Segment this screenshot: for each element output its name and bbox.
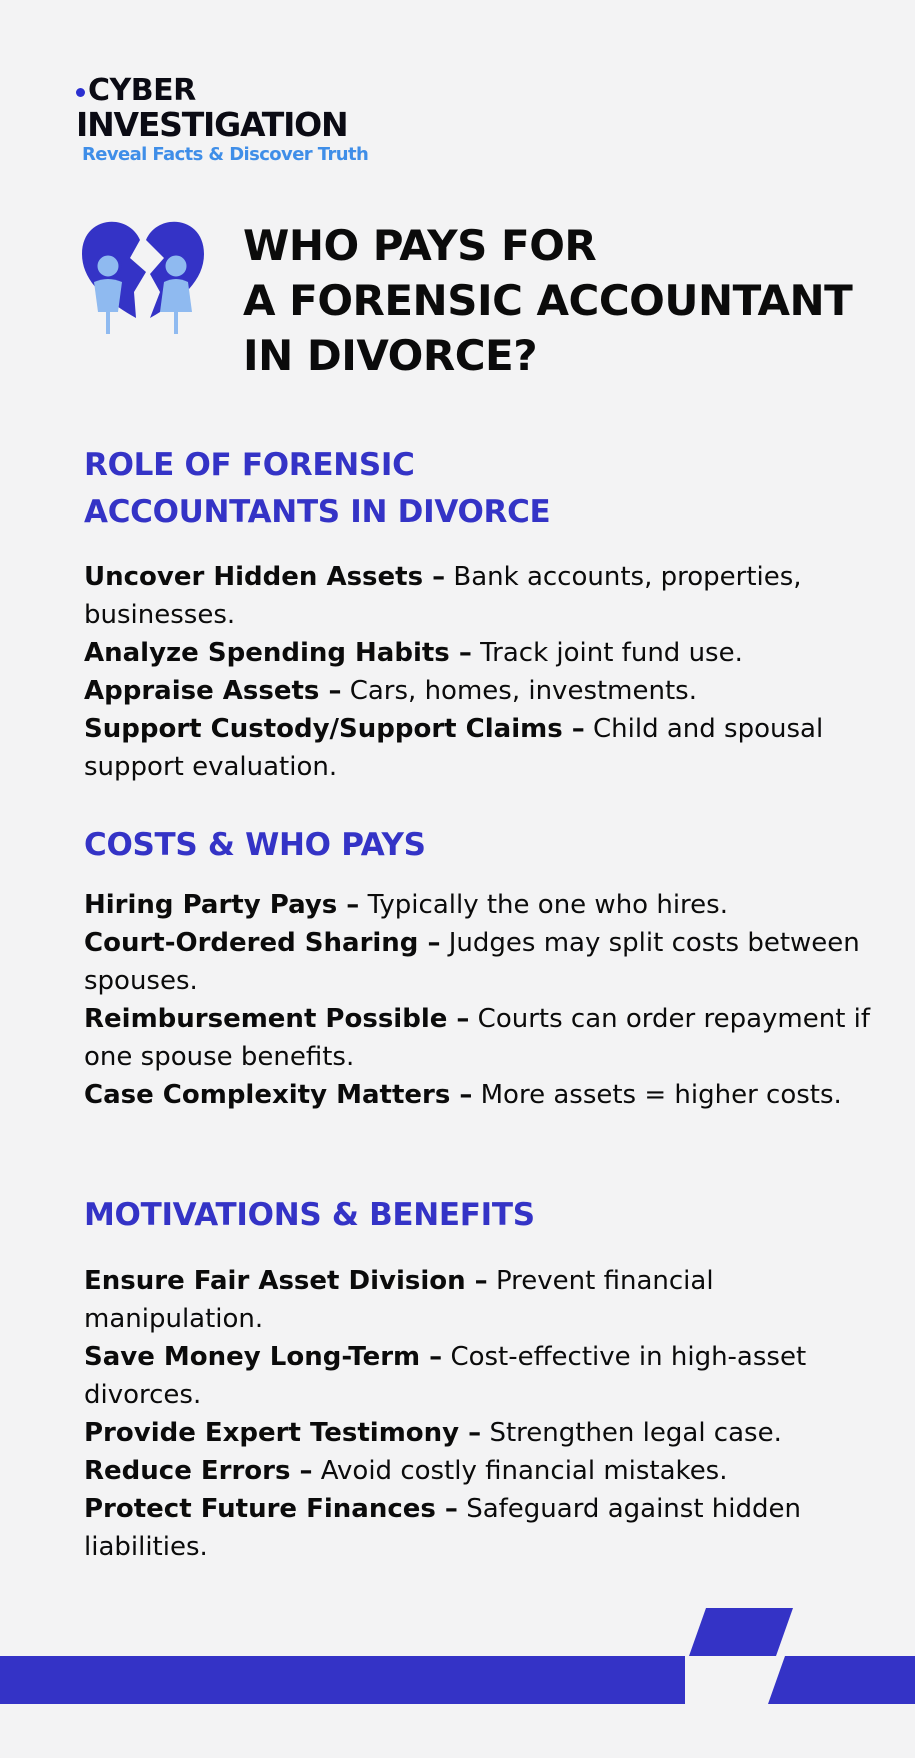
list-item — [84, 886, 884, 924]
item-term: Save Money Long-Term – — [84, 1342, 443, 1372]
page-title-line: A FORENSIC ACCOUNTANT — [243, 276, 853, 325]
list-item — [84, 1414, 884, 1452]
section-title-role — [84, 442, 550, 536]
list-item — [84, 710, 884, 786]
band-parallelogram-right — [768, 1656, 915, 1704]
item-term: Court-Ordered Sharing – — [84, 928, 441, 958]
item-term: Appraise Assets – — [84, 676, 342, 706]
list-item — [84, 1000, 884, 1076]
item-term: Analyze Spending Habits – — [84, 638, 472, 668]
item-term: Protect Future Finances – — [84, 1494, 458, 1524]
broken-heart-couple-icon — [80, 214, 206, 338]
motivations-list — [84, 1262, 884, 1566]
item-text: Courts can order repayment if one spouse benefits. — [84, 1004, 871, 1072]
costs-list — [84, 886, 884, 1114]
item-term: Ensure Fair Asset Division – — [84, 1266, 488, 1296]
item-text: Prevent financial manipulation. — [84, 1266, 714, 1334]
item-text: Child and spousal support evaluation. — [84, 714, 824, 782]
item-text: Typically the one who hires. — [359, 890, 728, 920]
decorative-bottom-band — [0, 1604, 915, 1704]
band-bar — [0, 1656, 685, 1704]
section-title-line: COSTS & WHO PAYS — [84, 827, 426, 863]
item-text: Avoid costly financial mistakes. — [312, 1456, 728, 1486]
list-item — [84, 1262, 884, 1338]
item-text: Judges may split costs between spouses. — [84, 928, 860, 996]
item-term: Reduce Errors – — [84, 1456, 313, 1486]
item-text: Track joint fund use. — [471, 638, 743, 668]
item-text: Cost-effective in high-asset divorces. — [84, 1342, 807, 1410]
brand-line-1: CYBER — [88, 73, 196, 108]
page-title — [243, 218, 903, 383]
list-item — [84, 1338, 884, 1414]
list-item — [84, 1076, 884, 1114]
item-text: Bank accounts, properties, businesses. — [84, 562, 802, 630]
page-title-line: WHO PAYS FOR — [243, 221, 597, 270]
role-list — [84, 558, 884, 786]
list-item — [84, 558, 884, 634]
item-term: Support Custody/Support Claims – — [84, 714, 585, 744]
item-term: Provide Expert Testimony – — [84, 1418, 482, 1448]
item-text: Strengthen legal case. — [481, 1418, 782, 1448]
list-item — [84, 672, 884, 710]
item-text: Safeguard against hidden liabilities. — [84, 1494, 801, 1562]
section-title-line: MOTIVATIONS & BENEFITS — [84, 1197, 535, 1233]
brand-logo — [76, 74, 416, 165]
item-term: Case Complexity Matters – — [84, 1080, 473, 1110]
brand-tagline: Reveal Facts & Discover Truth — [82, 144, 369, 165]
section-title-costs — [84, 822, 426, 869]
section-title-line: ACCOUNTANTS IN DIVORCE — [84, 494, 551, 530]
item-term: Hiring Party Pays – — [84, 890, 360, 920]
logo-dot-icon — [76, 88, 85, 97]
list-item — [84, 1490, 884, 1566]
list-item — [84, 1452, 884, 1490]
item-term: Uncover Hidden Assets – — [84, 562, 446, 592]
list-item — [84, 634, 884, 672]
list-item — [84, 924, 884, 1000]
section-title-motivations — [84, 1192, 535, 1239]
item-text: More assets = higher costs. — [472, 1080, 842, 1110]
band-parallelogram-top — [689, 1608, 793, 1656]
item-term: Reimbursement Possible – — [84, 1004, 470, 1034]
item-text: Cars, homes, investments. — [341, 676, 697, 706]
section-title-line: ROLE OF FORENSIC — [84, 447, 415, 483]
page-title-line: IN DIVORCE? — [243, 331, 538, 380]
brand-line-2: INVESTIGATION — [76, 105, 348, 144]
